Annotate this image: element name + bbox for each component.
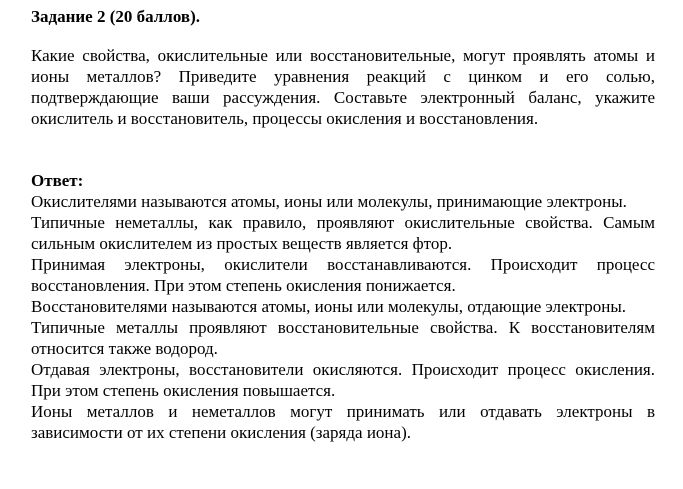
- task-title: Задание 2 (20 баллов).: [31, 7, 201, 26]
- answer-paragraph: Ионы металлов и неметаллов могут принимать или отдавать электроны в зависимости от их степени окисления (заряда иона).: [31, 402, 655, 442]
- task-text: Какие свойства, окислительные или восстановительные, могут проявлять атомы и ионы металлов? Приведите уравнения реакций с цинком и его солью, подтверждающие ваши рассуждения. Составьте электронный баланс, укажите окислитель и восстановитель, процессы окисления и восстановления.: [31, 46, 655, 128]
- answer-paragraph: Типичные металлы проявляют восстановительные свойства. К восстановителям относится также водород.: [31, 318, 655, 358]
- answer-paragraph: Восстановителями называются атомы, ионы или молекулы, отдающие электроны.: [31, 297, 627, 316]
- answer-paragraph: Принимая электроны, окислители восстанавливаются. Происходит процесс восстановления. При этом степень окисления понижается.: [31, 255, 655, 295]
- answer-paragraph: Отдавая электроны, восстановители окисляются. Происходит процесс окисления. При этом степень окисления повышается.: [31, 360, 655, 400]
- answer-title: Ответ:: [31, 171, 84, 190]
- answer-paragraph: Окислителями называются атомы, ионы или молекулы, принимающие электроны.: [31, 192, 627, 211]
- answer-paragraph: Типичные неметаллы, как правило, проявляют окислительные свойства. Самым сильным окислителем из простых веществ является фтор.: [31, 213, 655, 253]
